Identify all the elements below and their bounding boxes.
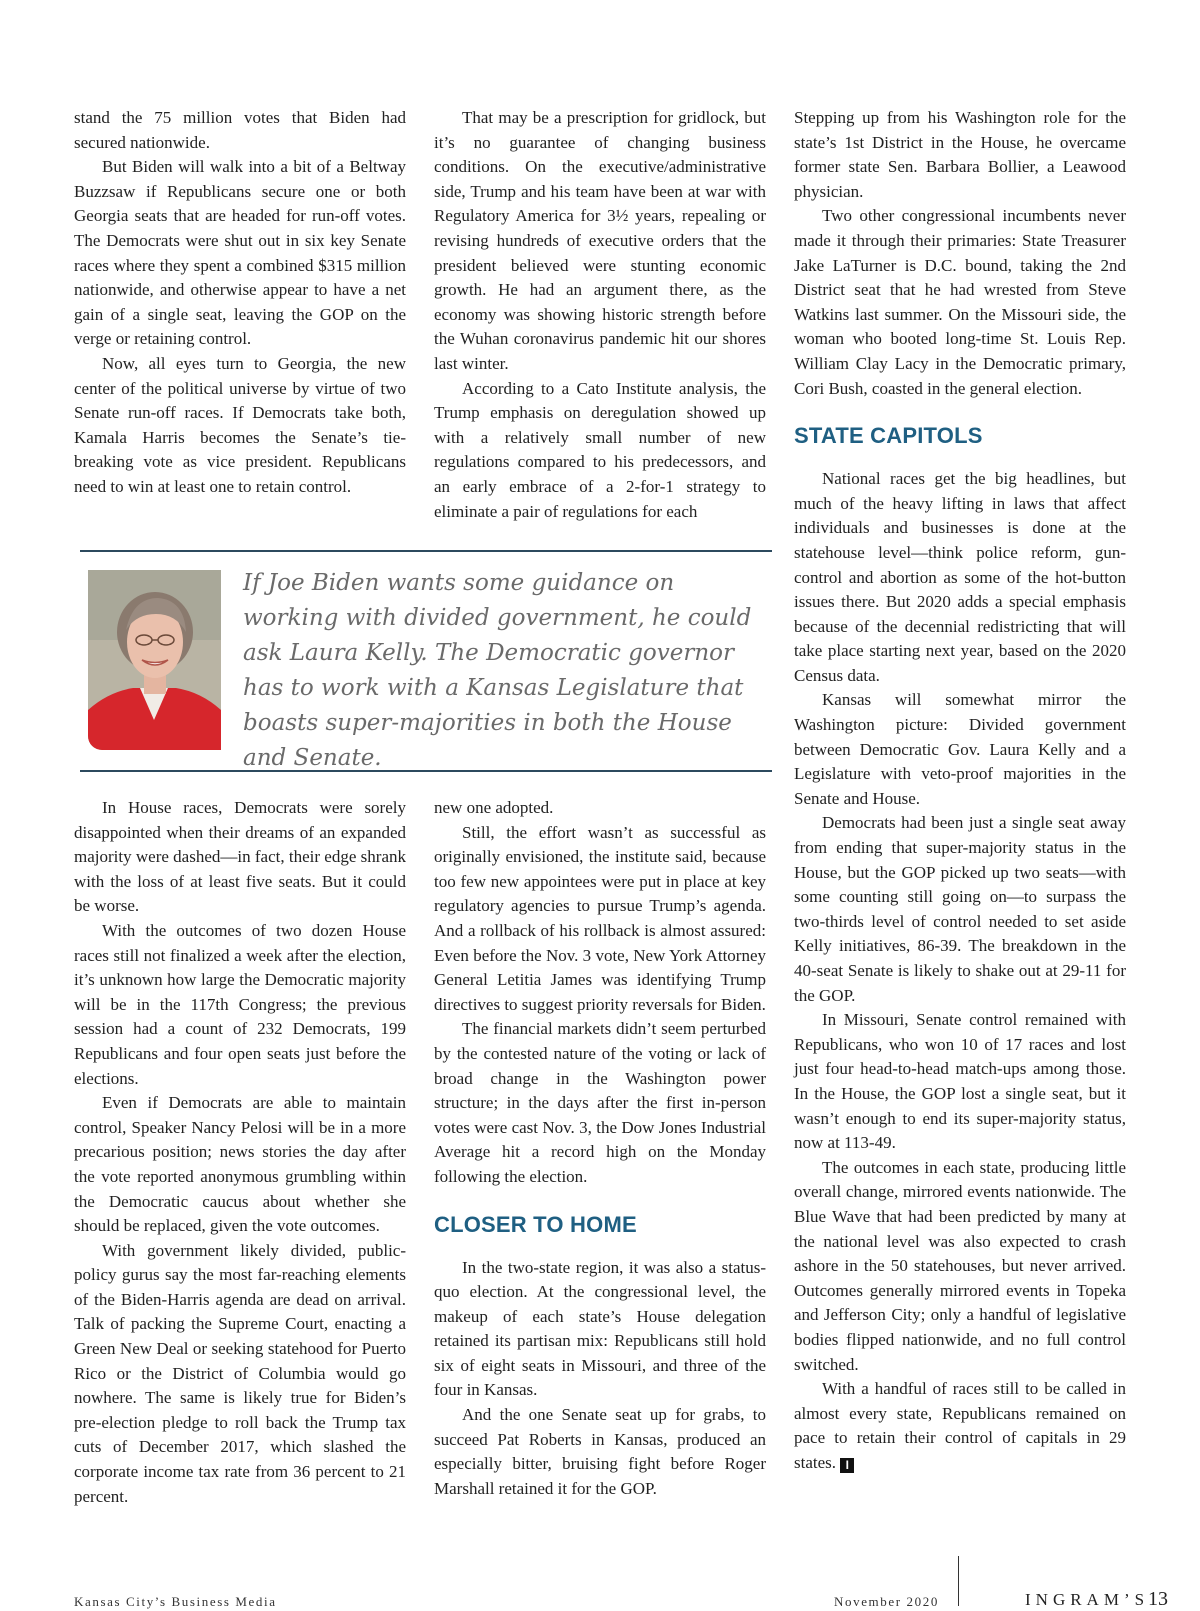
paragraph: That may be a prescription for gridlock, but it’s no guarantee of changing business conditions. On the executive/administrative side, Trump and his team have been at war with Regulatory America for 3½ years, repealing or revising hundreds of executive orders that the president believed were stunting economic growth. He had an argument there, as the economy was showing historic strength before the Wuhan coronavirus pandemic hit our shores last winter. (434, 108, 766, 373)
paragraph: Democrats had been just a single seat away from ending that super-majority status in the House, but the GOP picked up two seats—with some counting still going on—to surpass the two-thirds level of control needed to set aside Kelly initiatives, 86-39. The breakdown in the 40-seat Senate is likely to shake out at 29-11 for the GOP. (794, 813, 1126, 1005)
column-1-bottom (74, 796, 406, 1509)
column-2-top (434, 106, 766, 524)
paragraph: With government likely divided, public-policy gurus say the most far-reaching elements of the Biden-Harris agenda are dead on arrival. Talk of packing the Supreme Court, enacting a Green New Deal or seeking statehood for Puerto Rico or the District of Columbia would go nowhere. The same is likely true for Biden’s pre-election pledge to roll back the Trump tax cuts of December 2017, which slashed the corporate income tax rate from 36 percent to 21 percent. (74, 1240, 406, 1506)
paragraph: Kansas will somewhat mirror the Washington picture: Divided government between Democratic Gov. Laura Kelly and a Legislature with veto-proof majorities in the Senate and House. (794, 690, 1126, 808)
portrait-photo (88, 570, 221, 750)
paragraph: In the two-state region, it was also a status-quo election. At the congressional level, the makeup of each state’s House delegation retained its partisan mix: Republicans still hold six of eight seats in Missouri, and three of the four in Kansas. (434, 1257, 766, 1400)
paragraph: new one adopted. (434, 798, 554, 817)
paragraph: Still, the effort wasn’t as successful as originally envisioned, the institute said, because too few new appointees were put in place at key regulatory agencies to pursue Trump’s agenda. And a rollback of his rollback is almost assured: Even before the Nov. 3 vote, New York Attorney General Letitia James was identifying Trump directives to suggest priority reversals for Biden. (434, 822, 766, 1014)
pull-quote-text: If Joe Biden wants some guidance on working with divided government, he could ask Laura Kelly. The Democratic governor has to work with a Kansas Legislature that boasts super-majorities in both the House and Senate. (243, 570, 752, 771)
column-2-bottom (434, 796, 766, 1501)
footer-divider (958, 1556, 959, 1606)
paragraph: The financial markets didn’t seem perturbed by the contested nature of the voting or lack of broad change in the Washington power structure; in the days after the first in-person votes were cast Nov. 3, the Dow Jones Industrial Average hit a record high on the Monday following the election. (434, 1019, 766, 1186)
paragraph: National races get the big headlines, but much of the heavy lifting in laws that affect individuals and businesses is done at the statehouse level—think police reform, gun-control and abortion as some of the hot-button issues there. But 2020 adds a special emphasis because of the decennial redistricting that will take place starting next year, based on the 2020 Census data. (794, 469, 1126, 685)
end-mark-icon: I (840, 1458, 854, 1473)
column-3 (794, 106, 1126, 1475)
page-number: 13 (1148, 1588, 1168, 1610)
paragraph: Even if Democrats are able to maintain control, Speaker Nancy Pelosi will be in a more precarious position; news stories the day after the vote reported anonymous grumbling within the Democratic caucus about whether she should be replaced, given the vote outcomes. (74, 1093, 406, 1236)
footer-publisher: Kansas City’s Business Media (74, 1594, 277, 1609)
paragraph: And the one Senate seat up for grabs, to succeed Pat Roberts in Kansas, produced an especially bitter, bruising fight before Roger Marshall retained it for the GOP. (434, 1405, 766, 1498)
paragraph: Now, all eyes turn to Georgia, the new center of the political universe by virtue of two Senate run-off races. If Democrats take both, Kamala Harris becomes the Senate’s tie-breaking vote as vice president. Republicans need to win at least one to retain control. (74, 353, 406, 496)
paragraph (794, 1377, 1126, 1475)
paragraph: But Biden will walk into a bit of a Beltway Buzzsaw if Republicans secure one or both Georgia seats that are headed for run-off votes. The Democrats were shut out in six key Senate races where they spent a combined $315 million nationwide, and otherwise appear to have a net gain of a single seat, leaving the GOP on the verge or retaining control. (74, 157, 406, 349)
paragraph: stand the 75 million votes that Biden had secured nationwide. (74, 108, 406, 152)
footer-brand: INGRAM’S (1025, 1590, 1150, 1609)
footer-date: November 2020 (834, 1594, 939, 1609)
paragraph-text: With a handful of races still to be called in almost every state, Republicans remained on pace to retain their control of capitals in 29 states. (794, 1379, 1126, 1472)
paragraph: Two other congressional incumbents never made it through their primaries: State Treasurer Jake LaTurner is D.C. bound, taking the 2nd District seat that he had wrested from Steve Watkins last summer. On the Missouri side, the woman who booted long-time St. Louis Rep. William Clay Lacy in the Democratic primary, Cori Bush, coasted in the general election. (794, 206, 1126, 398)
pull-quote-box (80, 550, 772, 772)
paragraph: In Missouri, Senate control remained with Republicans, who won 10 of 17 races and lost just four head-to-head match-ups among those. In the House, the GOP lost a single seat, but it wasn’t enough to end its super-majority status, now at 113-49. (794, 1010, 1126, 1153)
paragraph: The outcomes in each state, producing little overall change, mirrored events nationwide. The Blue Wave that had been predicted by many at the national level was also expected to crash ashore in the 50 statehouses, but never arrived. Outcomes generally mirrored events in Topeka and Jefferson City; only a handful of legislative bodies flipped nationwide, and no full control switched. (794, 1157, 1126, 1374)
paragraph: In House races, Democrats were sorely disappointed when their dreams of an expanded majority were dashed—in fact, their edge shrank with the loss of at least five seats. But it could be worse. (74, 798, 406, 916)
paragraph: Stepping up from his Washington role for the state’s 1st District in the House, he overcame former state Sen. Barbara Bollier, a Leawood physician. (794, 108, 1126, 201)
section-heading-state-capitols: STATE CAPITOLS (794, 423, 983, 449)
section-heading-closer-to-home: CLOSER TO HOME (434, 1211, 637, 1237)
paragraph: With the outcomes of two dozen House races still not finalized a week after the election, it’s unknown how large the Democratic majority will be in the 117th Congress; the previous session had a count of 232 Democrats, 199 Republicans and four open seats just before the elections. (74, 920, 406, 1088)
paragraph: According to a Cato Institute analysis, the Trump emphasis on deregulation showed up with a relatively small number of new regulations compared to his predecessors, and an early embrace of a 2-for-1 strategy to eliminate a pair of regulations for each (434, 378, 766, 521)
column-1-top (74, 106, 406, 500)
